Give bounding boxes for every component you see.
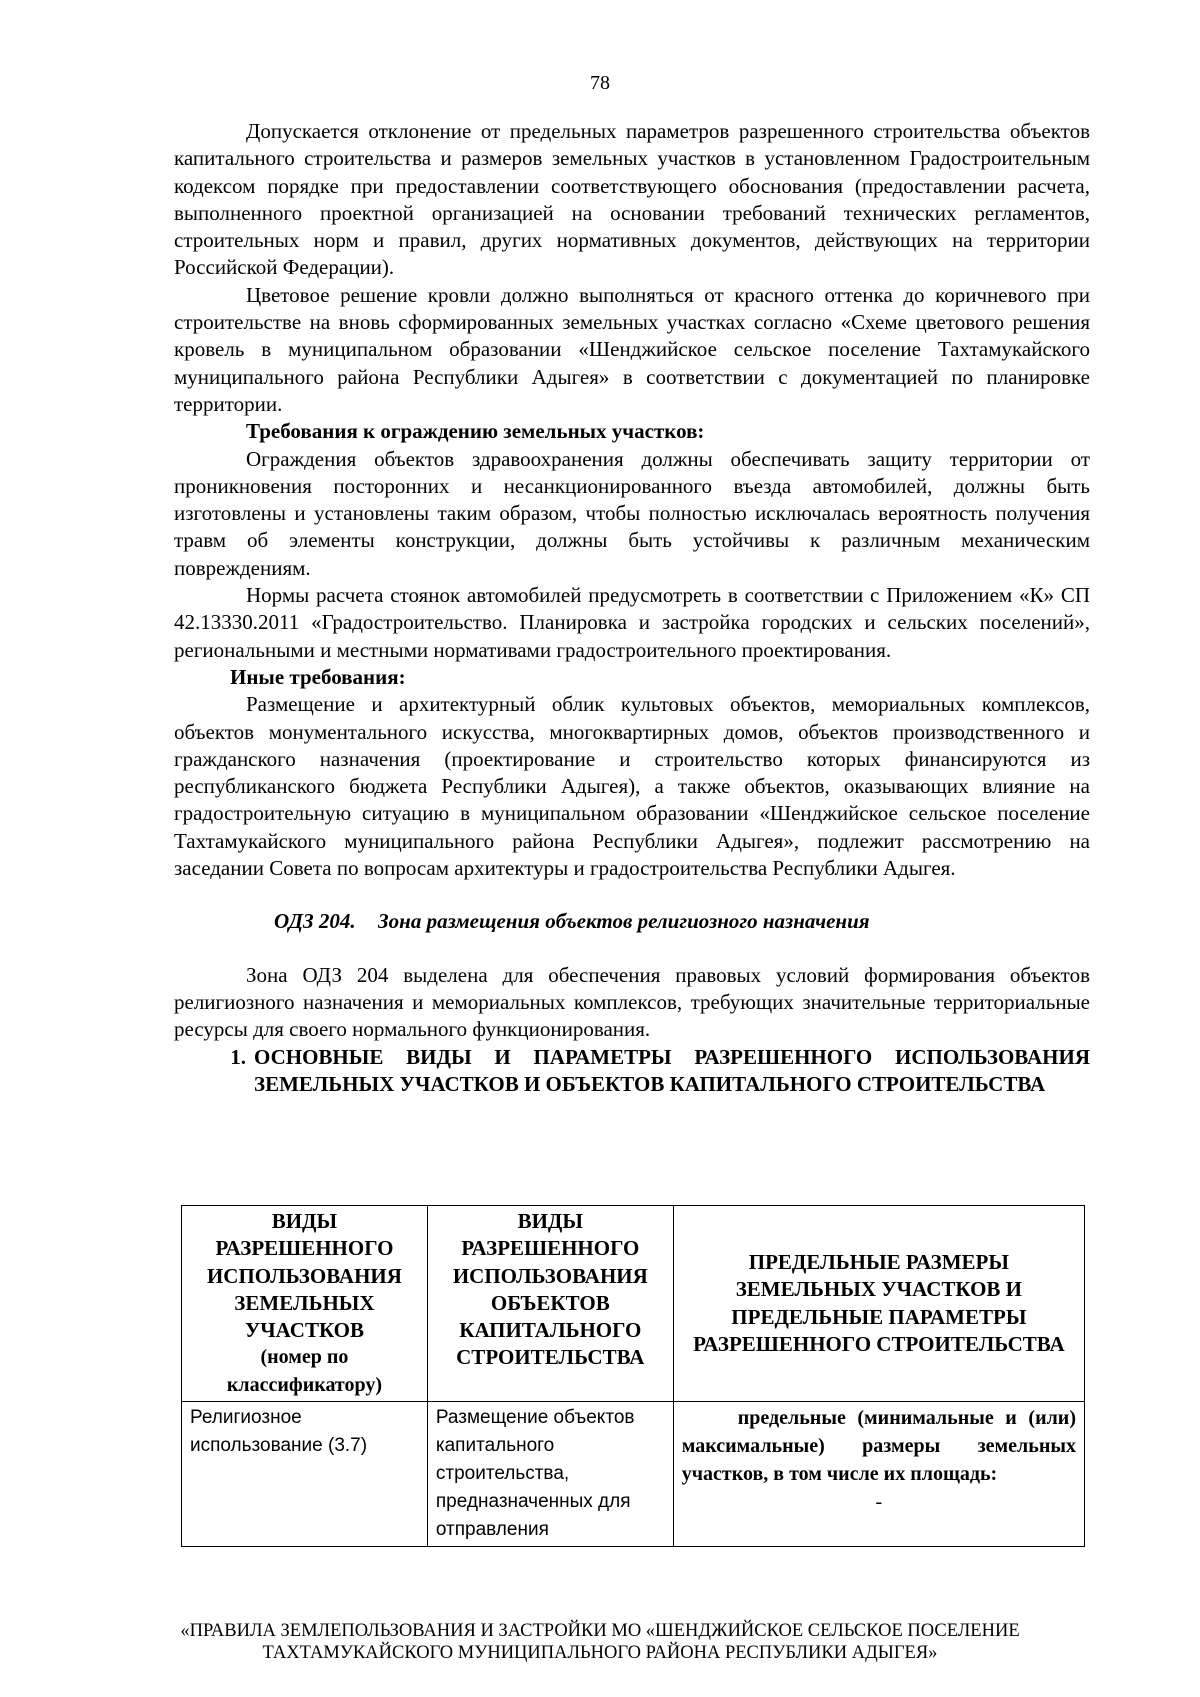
paragraph-zone-description: Зона ОДЗ 204 выделена для обеспечения правовых условий формирования объектов религиозного назначения и мемориальных комплексов, требующих значительные территориальные ресурсы для своего нормального функционирования. — [174, 962, 1090, 1042]
cell-parameters — [673, 1402, 1084, 1547]
zone-title — [174, 908, 1090, 935]
header-classifier-note: (номер по классификатору) — [226, 1346, 383, 1396]
document-body — [174, 118, 1090, 1098]
heading-fence-requirements: Требования к ограждению земельных участков: — [246, 419, 705, 444]
section-heading — [174, 1044, 1090, 1099]
header-land-use-types — [182, 1206, 428, 1402]
permitted-use-table — [181, 1205, 1085, 1547]
header-building-use-types: ВИДЫ РАЗРЕШЕННОГО ИСПОЛЬЗОВАНИЯ ОБЪЕКТОВ КАПИТАЛЬНОГО СТРОИТЕЛЬСТВА — [427, 1206, 673, 1402]
paragraph-parking: Нормы расчета стоянок автомобилей предусмотреть в соответствии с Приложением «К» СП 42.13330.2011 «Градостроительство. Планировка и застройка городских и сельских поселений», региональными и местными нормативами градостроительного проектирования. — [174, 583, 1090, 662]
table-row — [182, 1402, 1085, 1547]
page-footer — [0, 1620, 1200, 1664]
zone-name: Зона размещения объектов религиозного назначения — [378, 909, 870, 934]
page-number: 78 — [590, 72, 610, 94]
section-title: ОСНОВНЫЕ ВИДЫ И ПАРАМЕТРЫ РАЗРЕШЕННОГО ИСПОЛЬЗОВАНИЯ ЗЕМЕЛЬНЫХ УЧАСТКОВ И ОБЪЕКТОВ КАПИТАЛЬНОГО СТРОИТЕЛЬСТВА — [254, 1044, 1090, 1096]
cell-parameters-text: предельные (минимальные и (или) максимальные) размеры земельных участков, в том числе их площадь: — [681, 1407, 1076, 1486]
paragraph-architecture: Размещение и архитектурный облик культовых объектов, мемориальных комплексов, объектов монументального искусства, многоквартирных домов, объектов производственного и гражданского назначения (проектирование и строительство которых финансируются из республиканского бюджета Республики Адыгея), а также объектов, оказывающих влияние на градостроительную ситуацию в муниципальном образовании «Шенджийское сельское поселение Тахтамукайского муниципального района Республики Адыгея», подлежит рассмотрению на заседании Совета по вопросам архитектуры и градостроительства Республики Адыгея. — [174, 692, 1090, 881]
paragraph-fences: Ограждения объектов здравоохранения должны обеспечивать защиту территории от проникновения посторонних и несанкционированного въезда автомобилей, должны быть изготовлены и установлены таким образом, чтобы полностью исключалась вероятность получения травм об элементы конструкции, должны быть устойчивы к различным механическим повреждениям. — [174, 446, 1090, 580]
cell-land-use: Религиозное использование (3.7) — [182, 1402, 428, 1547]
paragraph-roof-color: Цветовое решение кровли должно выполняться от красного оттенка до коричневого при строительстве на вновь сформированных земельных участках согласно «Схеме цветового решения кровель в муниципальном образовании «Шенджийское сельское поселение Тахтамукайского муниципального района Республики Адыгея» в соответствии с документацией по планировке территории. — [174, 282, 1090, 416]
header-land-use-label: ВИДЫ РАЗРЕШЕННОГО ИСПОЛЬЗОВАНИЯ ЗЕМЕЛЬНЫХ УЧАСТКОВ — [206, 1209, 402, 1343]
cell-building-use: Размещение объектов капитального строительства, предназначенных для отправления — [427, 1402, 673, 1547]
table-header-row — [182, 1206, 1085, 1402]
zone-code: ОДЗ 204. — [274, 909, 356, 934]
paragraph-deviation: Допускается отклонение от предельных параметров разрешенного строительства объектов капитального строительства и размеров земельных участков в установленном Градостроительным кодексом порядке при предоставлении соответствующего обоснования (предоставлении расчета, выполненного проектной организацией на основании требований технических регламентов, строительных норм и правил, других нормативных документов, действующих на территории Российской Федерации). — [174, 119, 1090, 280]
footer-line-1: «ПРАВИЛА ЗЕМЛЕПОЛЬЗОВАНИЯ И ЗАСТРОЙКИ МО «ШЕНДЖИЙСКОЕ СЕЛЬСКОЕ ПОСЕЛЕНИЕ — [180, 1621, 1020, 1641]
cell-parameters-dash: - — [875, 1491, 883, 1514]
footer-line-2: ТАХТАМУКАЙСКОГО МУНИЦИПАЛЬНОГО РАЙОНА РЕСПУБЛИКИ АДЫГЕЯ» — [262, 1643, 938, 1663]
section-number: 1. — [230, 1044, 246, 1069]
header-limit-parameters: ПРЕДЕЛЬНЫЕ РАЗМЕРЫ ЗЕМЕЛЬНЫХ УЧАСТКОВ И ПРЕДЕЛЬНЫЕ ПАРАМЕТРЫ РАЗРЕШЕННОГО СТРОИТЕЛЬСТВА — [673, 1206, 1084, 1402]
heading-other-requirements: Иные требования: — [230, 664, 406, 689]
